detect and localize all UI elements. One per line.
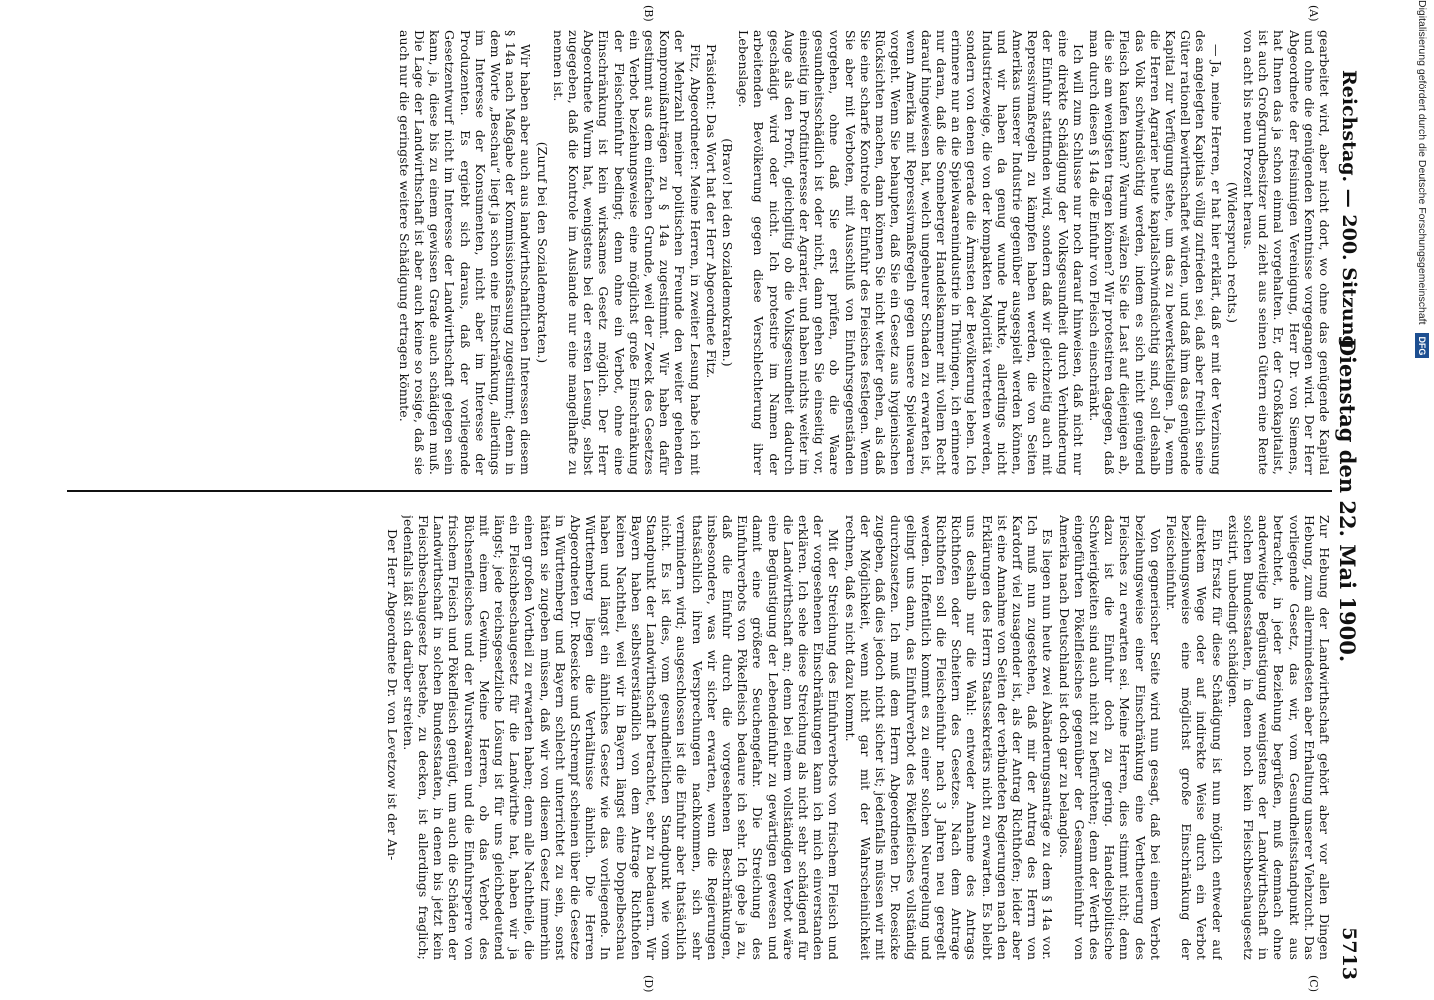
paragraph: — Ja, meine Herren, er hat hier erklärt, daß er mit der Verzinsung des angelegten Kapitals völlig zufrieden sei, daß aber freilich seine Güter rationell bewirthschaftet würden, und daß ihm das genügende Kapital zur Verfügung stehe, um das zu bewerkstelligen. Ja, wenn die Herren Agrarier heute kapitalschwindsüchtig sind, soll deshalb das Volk schwindsüchtig werden, indem es sich nicht genügend Fleisch kaufen kann? Warum wälzen Sie die Last auf diejenigen ab, die sie am wenigsten tragen können? Wir protestiren dagegen, daß man durch diesen § 14a die Einfuhr von Fleisch einschränkt. bbox=[1086, 30, 1224, 475]
paragraph: Mit der Streichung des Einfuhrverbots von frischem Fleisch und der vorgesehenen Einschränkungen kann ich mich einverstanden erklären. Ich sehe diese Streichung als nicht sehr schädigend für die Landwirthschaft an; denn bei einem vollständigen Verbot wäre eine Begünstigung der Lebendeinfuhr zu gewärtigen gewesen und damit eine größere Seuchengefahr. Die Streichung des Einfuhrverbots von Pökelfleisch bedaure ich sehr. Ich gebe ja zu, daß die Einfuhr durch die vorgesehenen Beschränkungen, insbesondere, was wir sicher erwarten, wenn die Regierungen thatsächlich ihren Versprechungen nachkommen, sich sehr vermindern wird; ausgeschlossen ist die Einfuhr aber thatsächlich nicht. Es ist dies, vom gesundheitlichen Standpunkt wie vom Standpunkt der Landwirthschaft betrachtet, sehr zu bedauern. Wir Bayern haben selbstverständlich von dem Antrage Richthofen keinen Nachtheil, weil wir in Bayern längst eine Doppelbeschau haben und längst ein ähnliches Gesetz wie das vorliegende. In Württemberg liegen die Verhältnisse ähnlich. Die Herren Abgeordneten Dr. Roesicke und Schrempf scheinen über die Gesetze in Württemberg und Bayern schlecht unterrichtet zu sein, sonst hätten sie zugeben müssen, daß wir von diesem Gesetz immerhin einen großen Vortheil zu erwarten haben; denn alle Nachtheile, die ein Fleischbeschaugesetz für die Landwirthe hat, haben wir ja längst; jede reichsgesetzliche Lösung ist für uns gleichbedeutend mit einem Gewinn. Meine Herren, ob das Verbot des Büchsenfleisches und der Wurstwaaren und die Einfuhrsperre von frischem Fleisch und Pökelfleisch genügt, um auch die Schäden der Landwirthschaft in solchen Bundesstaaten, in denen bis jetzt kein Fleischbeschaugesetz bestehe, zu decken, ist allerdings fraglich; jedenfalls läßt sich darüber streiten. bbox=[400, 515, 842, 960]
paragraph: Präsident: Das Wort hat der Herr Abgeordnete Fitz. bbox=[703, 44, 719, 379]
margin-marker-b: (B) bbox=[642, 5, 655, 22]
paragraph: Zur Hebung der Landwirthschaft gehört aber vor allen Dingen Hebung, zum allermindesten aber Erhaltung unserer Viehzucht. Das vorliegende Gesetz, das wir, vom Gesundheitsstandpunkt aus betrachtet, in jeder Beziehung begrüßen, muß demnach ohne anderweitige Begünstigung wenigstens der Landwirthschaft in solchen Bundesstaaten, in denen noch kein Fleischbeschaugesetz existirt, unbedingt schädigen. bbox=[1225, 515, 1332, 960]
header-date: Dienstag den 22. Mai 1900. bbox=[1335, 337, 1360, 663]
column-divider bbox=[67, 490, 1332, 492]
paragraph: gearbeitet wird, aber nicht dort, wo ohne das genügende Kapital und ohne die genügenden Kenntnisse vorgegangen wird. Der Herr Abgeordnete der freisinnigen Vereinigung, Herr Dr. von Siemens, hat Ihnen das ja schon einmal vorgehalten. Er, der Großkapitalist, ist auch Großgrundbesitzer und zieht aus seinen Gütern eine Rente von acht bis neun Prozent heraus. bbox=[1240, 30, 1332, 475]
paragraph: Der Herr Abgeordnete Dr. von Levetzow ist der An- bbox=[384, 529, 400, 861]
header-page-number: 5713 bbox=[1338, 927, 1360, 980]
paragraph: Wir haben aber auch aus landwirthschaftlichen Interessen diesem § 14a nach Maßgabe der Kommissionsfassung zugestimmt; denn in dem Worte „Beschau“ liegt ja schon eine Einschränkung, allerdings im Interesse der Konsumenten, nicht aber im Interesse der Produzenten. Es ergiebt sich daraus, daß der vorliegende Gesetzentwurf nicht im Interesse der Landwirthschaft gelegen sein kann, ja, diese bis zu einem gewissen Grade auch schädigen muß. Die Lage der Landwirthschaft ist aber auch keine so rosige, daß sie auch nur die geringste weitere Schädigung ertragen könnte. bbox=[396, 30, 534, 475]
margin-marker-c: (C) bbox=[1307, 975, 1320, 992]
dfg-logo: DFG bbox=[1415, 333, 1429, 358]
right-column bbox=[67, 515, 1332, 960]
digitization-credit bbox=[1410, 0, 1434, 1000]
credit-text: Digitalisierung gefördert durch die Deutsche Forschungsgemeinschaft bbox=[1416, 0, 1428, 325]
paragraph: Von gegnerischer Seite wird nun gesagt, daß bei einem Verbot beziehungsweise einer Einschränkung eine Vertheuerung des Fleisches zu erwarten sei. Meine Herren, dies stimmt nicht; denn dazu ist die Einfuhr doch zu gering. Handelspolitische Schwierigkeiten sind auch nicht zu befürchten; denn der Werth des eingeführten Pökelfleisches gegenüber der Gesammteinfuhr von Amerika nach Deutschland ist doch gar zu belanglos. bbox=[1056, 515, 1163, 960]
margin-marker-a: (A) bbox=[1307, 5, 1320, 22]
paragraph: Fitz, Abgeordneter: Meine Herren, in zweiter Lesung habe ich mit der Mehrzahl meiner politischen Freunde den weiter gehenden Kompromißanträgen zu § 14a zugestimmt. Wir haben dafür gestimmt aus dem einfachen Grunde, weil der Zweck des Gesetzes ein Verbot beziehungsweise eine möglichst große Einschränkung der Fleischeinfuhr bedingt; denn ohne ein Verbot, ohne eine Einschränkung ist kein wirksames Gesetz möglich. Der Herr Abgeordnete Wurm hat, wenigstens bei der ersten Lesung, selbst zugegeben, daß die Kontrole im Auslande nur eine mangelhafte zu nennen ist. bbox=[550, 30, 703, 475]
interjection: (Zuruf bei den Sozialdemokraten.) bbox=[534, 141, 550, 364]
interjection: (Widerspruch rechts.) bbox=[1224, 181, 1240, 324]
paragraph: Ein Ersatz für diese Schädigung ist nun möglich entweder auf direktem Wege oder auf indirekte Weise durch ein Verbot beziehungsweise eine möglichst große Einschränkung der Fleischeinfuhr. bbox=[1163, 515, 1225, 960]
header-session: Reichstag. — 200. Sitzung. bbox=[1338, 70, 1360, 356]
page-header bbox=[1330, 10, 1370, 990]
left-column bbox=[67, 30, 1332, 475]
margin-marker-d: (D) bbox=[642, 975, 655, 993]
interjection: (Bravo! bei den Sozialdemokraten.) bbox=[720, 138, 736, 367]
paragraph: Ich will zum Schlusse nur noch darauf hinweisen, daß nicht nur eine direkte Schädigung der Volksgesundheit durch Verhinderung der Einfuhr stattfinden wird, sondern daß wir gleichzeitig auch mit Repressivmaßregeln zu kämpfen haben werden, die von Seiten Amerikas unserer Industrie gegenüber ausgespielt werden können, und wir haben da genug wunde Punkte, allerdings nicht Industriezweige, die von der kompakten Majorität vertreten werden, sondern von denen gerade die Ärmsten der Bevölkerung leben. Ich erinnere nur an die Spielwaarenindustrie in Thüringen, ich erinnere nur daran, daß die Sonneberger Handelskammer mit vollem Recht darauf hingewiesen hat, welch ungeheurer Schaden zu erwarten ist, wenn Amerika mit Repressivmaßregeln gegen unsere Spielwaaren vorgeht. Wenn Sie behaupten, daß Sie ein Gesetz aus hygienischen Rücksichten machen, dann können Sie nicht weiter gehen, als daß Sie eine scharfe Kontrole der Einfuhr des Fleisches festlegen. Wenn Sie aber mit Verboten, mit Ausschluß von Einfuhrsgegenständen vorgehen, ohne daß Sie erst prüfen, ob die Waare gesundheitsschädlich ist oder nicht, dann gehen Sie einseitig vor, einseitig im Profitinteresse der Agrarier, und haben nichts weiter im Auge als den Profit, gleichgiltig ob die Volksgesundheit dadurch geschädigt wird oder nicht. Ich protestire im Namen der arbeitenden Bevölkerung gegen diese Verschlechterung ihrer Lebenslage. bbox=[736, 30, 1086, 475]
paragraph: Es liegen nun heute zwei Abänderungsanträge zu dem § 14a vor. Ich muß nun zugestehen, daß mir der Antrag des Herrn von Kardorff viel zusagender ist, als der Antrag Richthofen; leider aber ist eine Annahme von Seiten der verbündeten Regierungen nach den Erklärungen des Herrn Staatssekretärs nicht zu erwarten. Es bleibt uns deshalb nur die Wahl: entweder Annahme des Antrags Richthofen oder Scheitern des Gesetzes. Nach dem Antrage Richthofen soll die Fleischeinfuhr nach 3 Jahren neu geregelt werden. Hoffentlich kommt es zu einer solchen Neuregelung und gelingt uns dann, das Einfuhrverbot des Pökelfleisches vollständig durchzusetzen. Ich muß dem Herrn Abgeordneten Dr. Roesicke zugeben, daß dies jedoch nicht sicher ist; jedenfalls müssen wir mit der Möglichkeit, wenn nicht gar mit der Wahrscheinlichkeit rechnen, daß es nicht dazu kommt. bbox=[842, 515, 1056, 960]
